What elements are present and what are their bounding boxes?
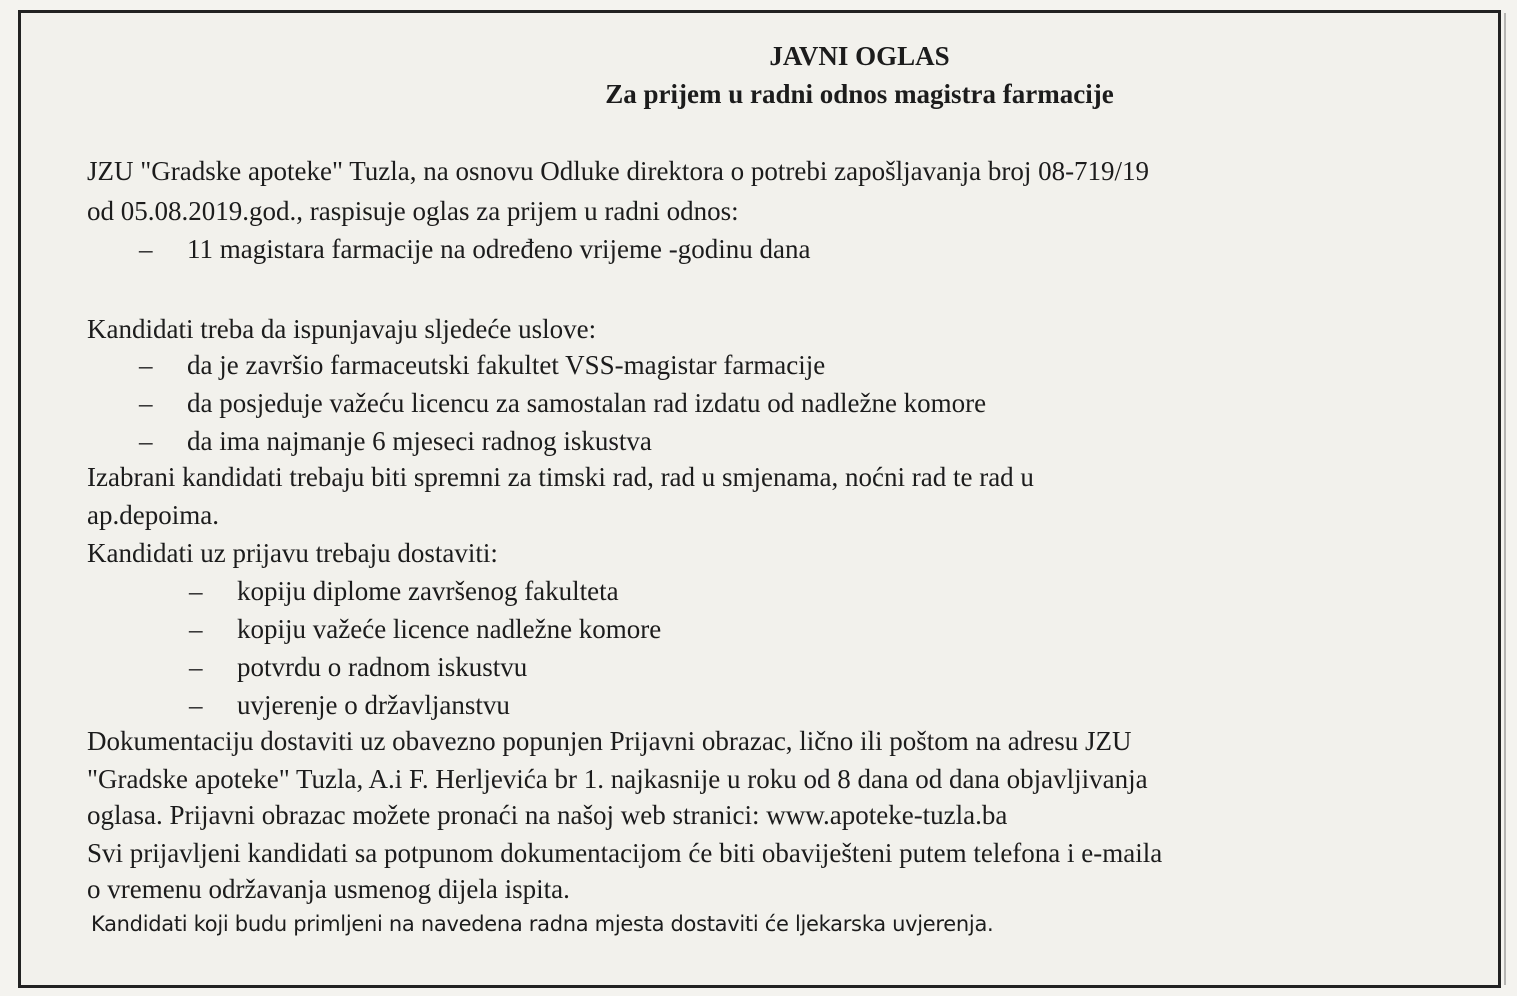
list-item <box>189 649 527 685</box>
list-item <box>139 347 825 383</box>
selected-line-1: Izabrani kandidati trebaju biti spremni za timski rad, rad u smjenama, noćni rad te rad u <box>87 462 1034 492</box>
bullet-dash: – <box>139 350 153 380</box>
intro-line-1: JZU "Gradske apoteke" Tuzla, na osnovu Odluke direktora o potrebi zapošljavanja broj 08-719/19 <box>87 156 1150 186</box>
list-item <box>139 385 986 421</box>
bullet-dash: – <box>139 426 153 456</box>
condition-item: da ima najmanje 6 mjeseci radnog iskustva <box>187 426 652 456</box>
document-item: kopiju diplome završenog fakulteta <box>237 576 619 606</box>
submission-line-1: Dokumentaciju dostaviti uz obavezno popunjen Prijavni obrazac, lično ili poštom na adresu JZU <box>87 726 1132 756</box>
document-item: uvjerenje o državljanstvu <box>237 690 510 720</box>
intro-line-2: od 05.08.2019.god., raspisuje oglas za prijem u radni odnos: <box>87 196 739 226</box>
bullet-dash: – <box>139 234 153 264</box>
bullet-dash: – <box>189 614 203 644</box>
page-title: JAVNI OGLAS <box>769 41 950 71</box>
page-subtitle: Za prijem u radni odnos magistra farmacije <box>605 79 1114 109</box>
condition-item: da je završio farmaceutski fakultet VSS-magistar farmacije <box>187 350 826 380</box>
submission-line-2: "Gradske apoteke" Tuzla, A.i F. Herljevića br 1. najkasnije u roku od 8 dana od dana objavljivanja <box>87 764 1148 794</box>
bullet-dash: – <box>139 388 153 418</box>
condition-item: da posjeduje važeću licencu za samostalan rad izdatu od nadležne komore <box>187 388 987 418</box>
list-item <box>139 423 652 459</box>
position-item: 11 magistara farmacije na određeno vrijeme -godinu dana <box>187 234 811 264</box>
footer-note: Kandidati koji budu primljeni na navedena radna mjesta dostaviti će ljekarska uvjerenja. <box>91 912 994 936</box>
documents-heading: Kandidati uz prijavu trebaju dostaviti: <box>87 538 498 568</box>
document-item: kopiju važeće licence nadležne komore <box>237 614 662 644</box>
conditions-heading: Kandidati treba da ispunjavaju sljedeće uslove: <box>87 314 597 344</box>
document-item: potvrdu o radnom iskustvu <box>237 652 528 682</box>
announcement-frame <box>18 10 1501 988</box>
bullet-dash: – <box>189 690 203 720</box>
submission-line-3: oglasa. Prijavni obrazac možete pronaći na našoj web stranici: www.apoteke-tuzla.ba <box>87 800 1008 830</box>
bullet-dash: – <box>189 576 203 606</box>
bullet-dash: – <box>189 652 203 682</box>
list-item <box>189 611 661 647</box>
list-item <box>189 573 619 609</box>
list-item <box>189 687 510 723</box>
selected-line-2: ap.depoima. <box>87 500 219 530</box>
notice-line-2: o vremenu održavanja usmenog dijela ispita. <box>87 874 570 904</box>
notice-line-1: Svi prijavljeni kandidati sa potpunom dokumentacijom će biti obaviješteni putem telefona i e-maila <box>87 838 1163 868</box>
list-item <box>139 231 811 267</box>
